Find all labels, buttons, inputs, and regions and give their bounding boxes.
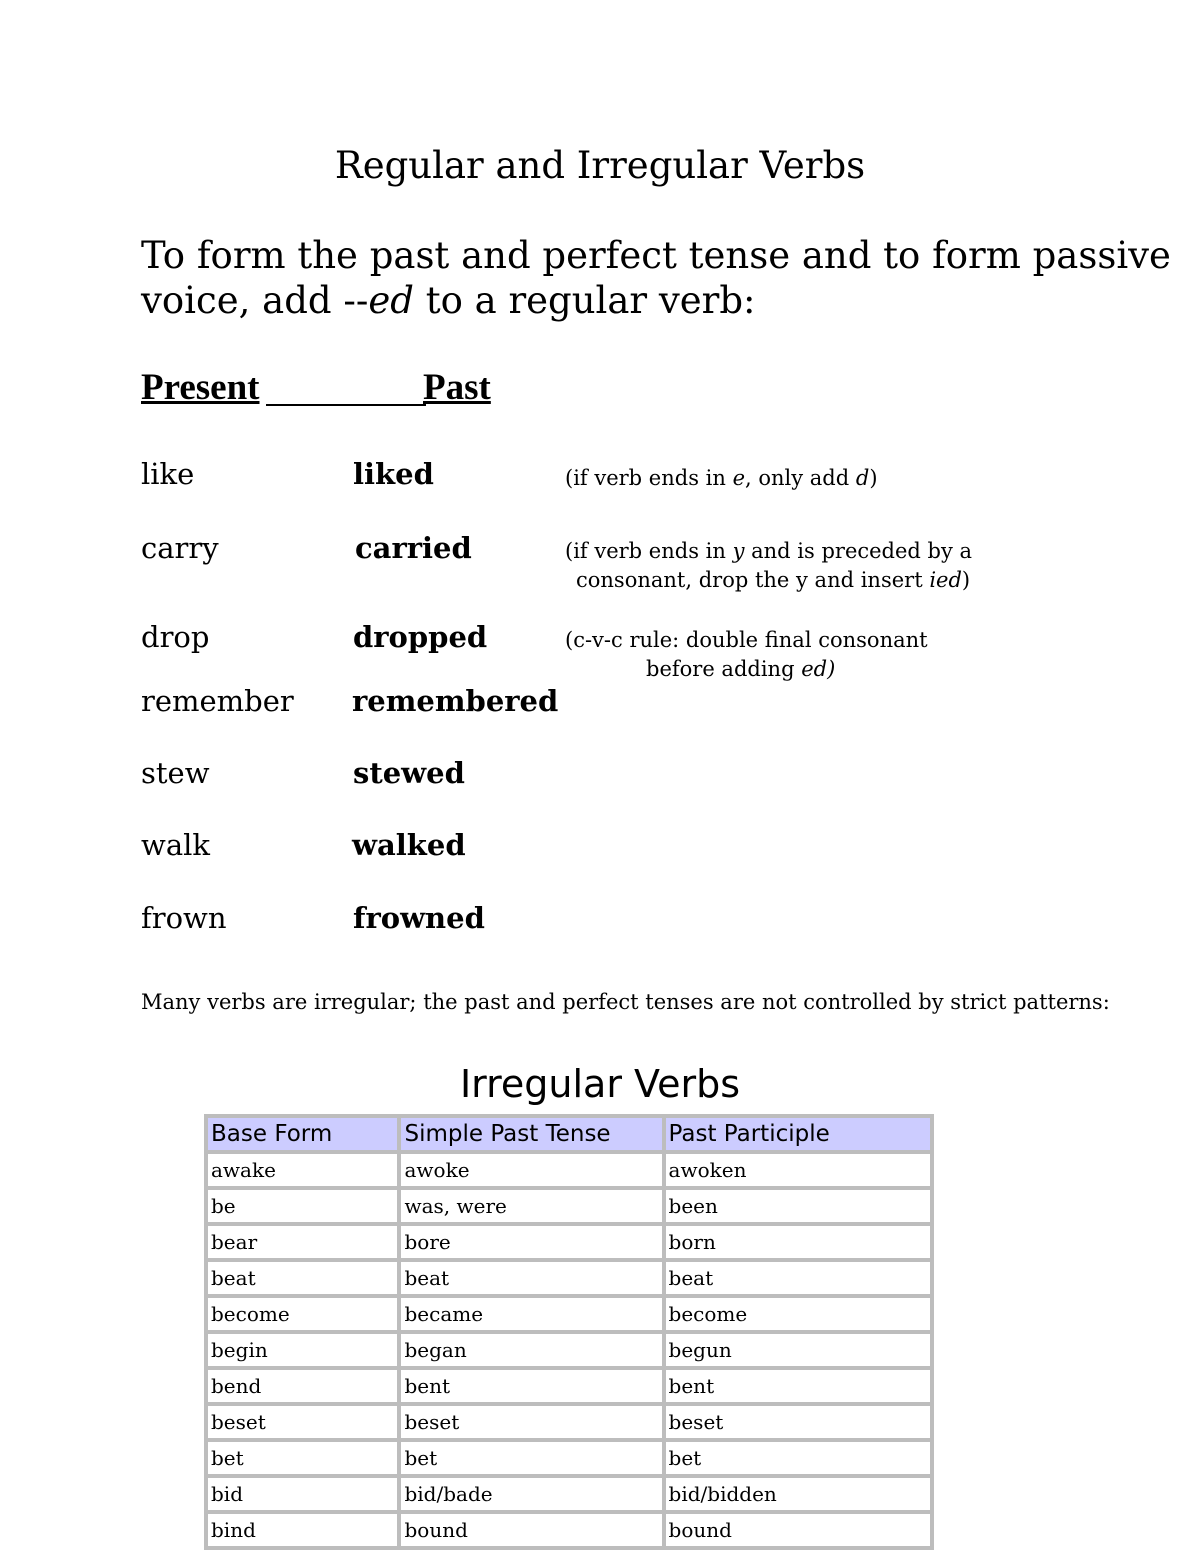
table-row	[208, 1190, 934, 1226]
column-header-simple-past: Simple Past Tense	[401, 1114, 665, 1154]
table-row	[208, 1442, 934, 1478]
table-cell: been	[666, 1190, 934, 1226]
table-row	[208, 1514, 934, 1550]
past-verb: stewed	[353, 756, 465, 790]
table-cell: bent	[666, 1370, 934, 1406]
present-verb: frown	[141, 901, 227, 935]
table-cell: beat	[666, 1262, 934, 1298]
table-cell: bet	[401, 1442, 665, 1478]
past-header: Past	[423, 367, 491, 408]
table-cell: bear	[208, 1226, 401, 1262]
table-cell: bid/bidden	[666, 1478, 934, 1514]
table-row	[208, 1298, 934, 1334]
table-cell: bend	[208, 1370, 401, 1406]
note-cvc-rule: (c-v-c rule: double final consonant before adding ed)	[565, 628, 928, 681]
table-cell: born	[666, 1226, 934, 1262]
table-row	[208, 1334, 934, 1370]
table-cell: bind	[208, 1514, 401, 1550]
irregular-verbs-table	[204, 1114, 934, 1550]
table-cell: bound	[666, 1514, 934, 1550]
past-verb: walked	[352, 828, 466, 862]
table-cell: become	[666, 1298, 934, 1334]
table-cell: beat	[401, 1262, 665, 1298]
past-verb: frowned	[353, 901, 485, 935]
ed-suffix: ed	[368, 279, 414, 322]
present-verb: drop	[141, 620, 210, 654]
table-cell: bet	[666, 1442, 934, 1478]
table-cell: become	[208, 1298, 401, 1334]
irregular-intro-text: Many verbs are irregular; the past and perfect tenses are not controlled by strict patterns:	[141, 990, 1110, 1014]
table-row	[208, 1406, 934, 1442]
past-verb: remembered	[352, 684, 559, 718]
table-cell: beset	[208, 1406, 401, 1442]
table-cell: begun	[666, 1334, 934, 1370]
table-cell: awake	[208, 1154, 401, 1190]
page-title: Regular and Irregular Verbs	[334, 144, 866, 187]
present-verb: stew	[141, 756, 210, 790]
column-header-past-participle: Past Participle	[666, 1114, 934, 1154]
table-row	[208, 1226, 934, 1262]
table-cell: beset	[666, 1406, 934, 1442]
table-cell: awoken	[666, 1154, 934, 1190]
table-cell: bound	[401, 1514, 665, 1550]
table-row	[208, 1370, 934, 1406]
table-cell: awoke	[401, 1154, 665, 1190]
intro-line-2-end: to a regular verb:	[413, 279, 756, 322]
past-verb: carried	[355, 531, 472, 565]
table-cell: begin	[208, 1334, 401, 1370]
table-cell: bid/bade	[401, 1478, 665, 1514]
present-header: Present	[141, 367, 260, 408]
table-row	[208, 1478, 934, 1514]
irregular-table-title: Irregular Verbs	[459, 1062, 741, 1106]
table-cell: bent	[401, 1370, 665, 1406]
table-cell: was, were	[401, 1190, 665, 1226]
table-cell: bid	[208, 1478, 401, 1514]
table-cell: be	[208, 1190, 401, 1226]
intro-paragraph	[141, 233, 1171, 323]
present-verb: like	[141, 457, 195, 491]
present-verb: walk	[141, 828, 210, 862]
table-cell: beset	[401, 1406, 665, 1442]
table-row	[208, 1154, 934, 1190]
table-cell: bet	[208, 1442, 401, 1478]
note-silent-e: (if verb ends in e, only add d)	[565, 466, 878, 490]
past-verb: dropped	[353, 620, 488, 654]
past-verb: liked	[353, 457, 434, 491]
table-cell: bore	[401, 1226, 665, 1262]
table-cell: beat	[208, 1262, 401, 1298]
intro-line-1: To form the past and perfect tense and to form passive	[141, 234, 1171, 277]
intro-line-2	[141, 278, 1081, 323]
table-row	[208, 1262, 934, 1298]
note-ending-y: (if verb ends in y and is preceded by a consonant, drop the y and insert ied)	[565, 539, 973, 592]
table-cell: began	[401, 1334, 665, 1370]
table-cell: became	[401, 1298, 665, 1334]
present-verb: remember	[141, 684, 294, 718]
header-underline-gap	[266, 404, 426, 406]
column-header-base-form: Base Form	[208, 1114, 401, 1154]
intro-line-2-start: voice, add --	[141, 279, 369, 322]
table-header-row	[208, 1114, 934, 1154]
present-verb: carry	[141, 531, 219, 565]
